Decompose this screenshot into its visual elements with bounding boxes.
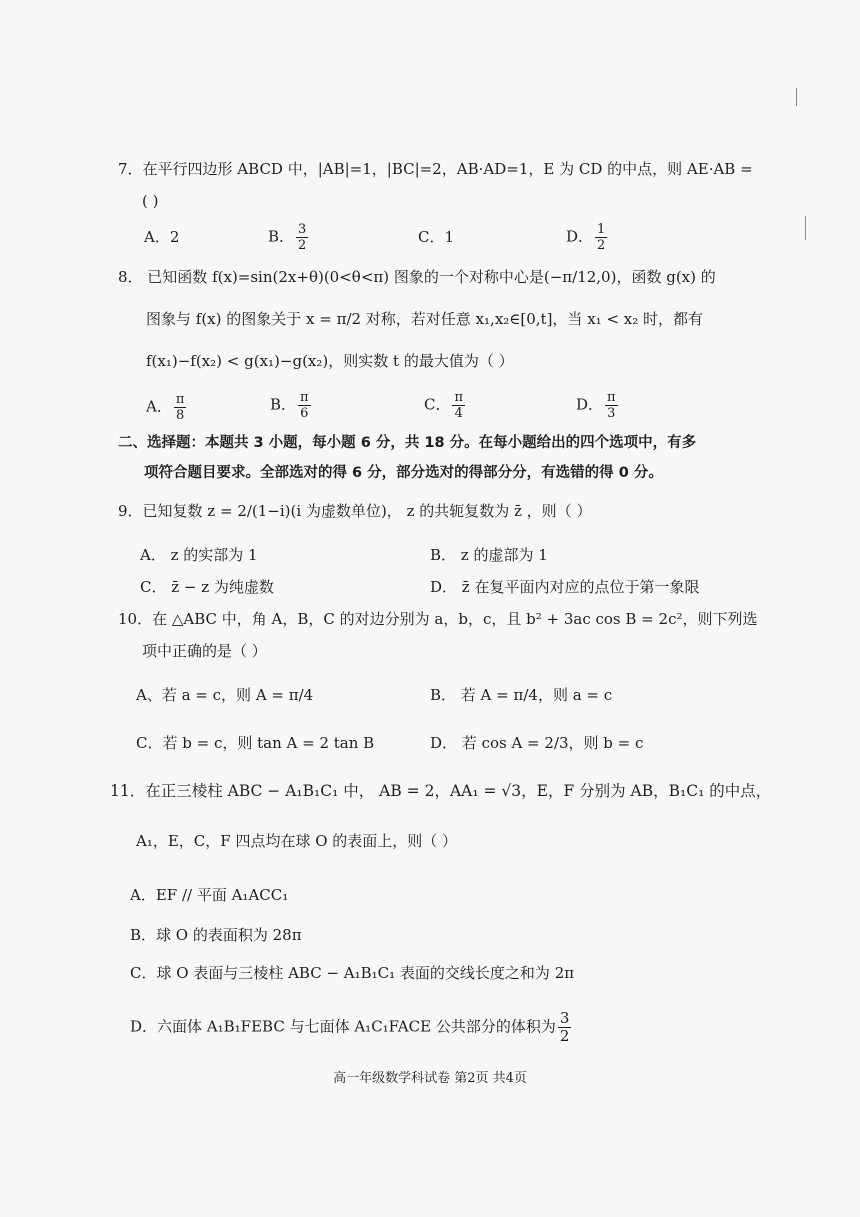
q7-answer-paren: ( ): [142, 192, 159, 210]
q10-option-a: A、若 a = c，则 A = π/4: [136, 686, 314, 704]
q11-option-b: B．球 O 的表面积为 28π: [130, 926, 302, 944]
section2-heading-line1: 二、选择题：本题共 3 小题，每小题 6 分，共 18 分。在每小题给出的四个选项中，有多: [118, 435, 697, 451]
q9-option-a: A． z 的实部为 1: [140, 546, 258, 564]
q7-option-c: C．1: [418, 228, 455, 246]
q7-option-d: [566, 222, 609, 253]
section2-heading-line2: 项符合题目要求。全部选对的得 6 分，部分选对的得部分分，有选错的得 0 分。: [144, 465, 663, 481]
page-footer: 高一年级数学科试卷 第2页 共4页: [333, 1071, 527, 1086]
q8-stem-line2: 图象与 f(x) 的图象关于 x = π/2 对称，若对任意 x₁,x₂∈[0,t]，当 x₁ < x₂ 时，都有: [146, 310, 704, 328]
q9-stem: 9．已知复数 z = 2/(1−i)(i 为虚数单位)， z 的共轭复数为 z̄ ，则（ ）: [118, 502, 592, 520]
q7-option-b: [268, 222, 310, 253]
q8-option-d: D． $\frac{\pi}{3}$: [576, 390, 616, 421]
q11-stem-line1: 11．在正三棱柱 ABC − A₁B₁C₁ 中， AB = 2，AA₁ = √3，E，F 分别为 AB，B₁C₁ 的中点，: [110, 782, 772, 800]
q10-option-c: C．若 b = c，则 tan A = 2 tan B: [136, 734, 375, 752]
q9-option-b: B． z 的虚部为 1: [430, 546, 548, 564]
q7-stem: 7．在平行四边形 ABCD 中，|AB|=1，|BC|=2，AB·AD=1，E 为 CD 的中点，则 AE·AB =: [118, 160, 753, 178]
q11-option-d-fraction: $\frac{3}{2}$: [559, 1009, 570, 1045]
q10-stem-line1: 10．在 △ABC 中，角 A，B，C 的对边分别为 a，b，c，且 b² + 3ac cos B = 2c²，则下列选: [118, 610, 758, 628]
q8-option-a: A． $\frac{\pi}{8}$: [146, 392, 185, 423]
scan-edge-mark: [805, 216, 806, 240]
q11-stem-line2: A₁，E，C，F 四点均在球 O 的表面上，则（ ）: [136, 832, 458, 850]
q11-option-c: C．球 O 表面与三棱柱 ABC − A₁B₁C₁ 表面的交线长度之和为 2π: [130, 964, 575, 982]
q11-option-a: A．EF // 平面 A₁ACC₁: [130, 886, 289, 904]
q7-option-a: A．2: [144, 228, 180, 246]
q11-option-d-label: D．六面体 A₁B₁FEBC 与七面体 A₁C₁FACE 公共部分的体积为: [130, 1017, 556, 1036]
q10-stem-line2: 项中正确的是（ ）: [142, 642, 267, 660]
q8-option-c: C． $\frac{\pi}{4}$: [424, 390, 464, 421]
q8-option-b: B． $\frac{\pi}{6}$: [270, 390, 309, 421]
q7-option-d-label: D．: [566, 227, 594, 246]
q10-option-d: D． 若 cos A = 2/3，则 b = c: [430, 734, 644, 752]
q10-option-b: B． 若 A = π/4，则 a = c: [430, 686, 613, 704]
q7-option-d-fraction: $\frac{1}{2}$: [597, 222, 606, 253]
q8-stem-line3: f(x₁)−f(x₂) < g(x₁)−g(x₂)，则实数 t 的最大值为（ ）: [146, 352, 514, 370]
q7-option-b-label: B．: [268, 227, 295, 246]
scan-edge-mark: [796, 88, 797, 106]
q11-option-d: [130, 1010, 573, 1045]
q9-option-d: D． z̄ 在复平面内对应的点位于第一象限: [430, 578, 700, 596]
q7-option-b-fraction: $\frac{3}{2}$: [298, 222, 307, 253]
q9-option-c: C． z̄ − z 为纯虚数: [140, 578, 274, 596]
q8-stem-line1: 8． 已知函数 f(x)=sin(2x+θ)(0<θ<π) 图象的一个对称中心是(−π/12,0)，函数 g(x) 的: [118, 268, 716, 286]
